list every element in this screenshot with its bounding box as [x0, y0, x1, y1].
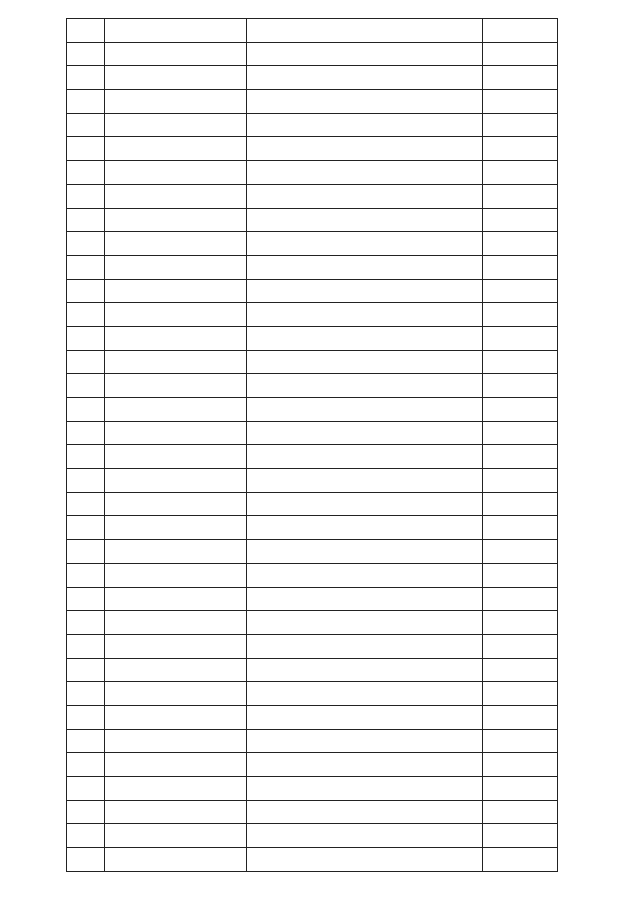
- row-affiliation: [105, 634, 247, 658]
- row-school-name: [247, 658, 483, 682]
- column-header-province: [483, 19, 558, 43]
- row-number: [67, 350, 105, 374]
- row-affiliation: [105, 421, 247, 445]
- row-province: [483, 208, 558, 232]
- row-number: [67, 421, 105, 445]
- row-province: [483, 682, 558, 706]
- column-header-affiliation: [105, 19, 247, 43]
- row-school-name: [247, 777, 483, 801]
- row-school-name: [247, 824, 483, 848]
- row-number: [67, 540, 105, 564]
- table-row: [67, 279, 558, 303]
- row-affiliation: [105, 540, 247, 564]
- row-number: [67, 326, 105, 350]
- row-affiliation: [105, 161, 247, 185]
- table-row: [67, 42, 558, 66]
- row-province: [483, 374, 558, 398]
- row-number: [67, 90, 105, 114]
- row-number: [67, 208, 105, 232]
- row-affiliation: [105, 824, 247, 848]
- row-affiliation: [105, 658, 247, 682]
- row-school-name: [247, 113, 483, 137]
- row-number: [67, 113, 105, 137]
- table-row: [67, 398, 558, 422]
- row-province: [483, 113, 558, 137]
- row-number: [67, 563, 105, 587]
- row-affiliation: [105, 279, 247, 303]
- table-row: [67, 255, 558, 279]
- row-number: [67, 469, 105, 493]
- row-school-name: [247, 42, 483, 66]
- table-header-row: [67, 19, 558, 43]
- row-affiliation: [105, 753, 247, 777]
- row-province: [483, 421, 558, 445]
- table-row: [67, 232, 558, 256]
- row-number: [67, 800, 105, 824]
- row-school-name: [247, 326, 483, 350]
- row-affiliation: [105, 374, 247, 398]
- row-number: [67, 658, 105, 682]
- row-affiliation: [105, 350, 247, 374]
- row-number: [67, 255, 105, 279]
- table-row: [67, 303, 558, 327]
- row-province: [483, 705, 558, 729]
- row-school-name: [247, 208, 483, 232]
- row-number: [67, 705, 105, 729]
- row-province: [483, 729, 558, 753]
- row-province: [483, 350, 558, 374]
- row-school-name: [247, 516, 483, 540]
- table-row: [67, 137, 558, 161]
- row-province: [483, 90, 558, 114]
- column-header-school: [247, 19, 483, 43]
- school-table: [66, 18, 558, 872]
- row-affiliation: [105, 326, 247, 350]
- row-affiliation: [105, 682, 247, 706]
- row-province: [483, 516, 558, 540]
- row-province: [483, 445, 558, 469]
- row-number: [67, 445, 105, 469]
- row-school-name: [247, 90, 483, 114]
- table-body: [67, 42, 558, 871]
- row-province: [483, 279, 558, 303]
- row-affiliation: [105, 469, 247, 493]
- row-school-name: [247, 232, 483, 256]
- row-number: [67, 374, 105, 398]
- row-school-name: [247, 729, 483, 753]
- row-province: [483, 587, 558, 611]
- row-number: [67, 492, 105, 516]
- row-affiliation: [105, 137, 247, 161]
- table-row: [67, 350, 558, 374]
- row-province: [483, 137, 558, 161]
- table-row: [67, 729, 558, 753]
- row-school-name: [247, 374, 483, 398]
- row-province: [483, 184, 558, 208]
- row-school-name: [247, 398, 483, 422]
- table-row: [67, 445, 558, 469]
- row-school-name: [247, 800, 483, 824]
- row-province: [483, 800, 558, 824]
- column-header-number: [67, 19, 105, 43]
- row-school-name: [247, 469, 483, 493]
- row-affiliation: [105, 587, 247, 611]
- row-number: [67, 611, 105, 635]
- row-affiliation: [105, 611, 247, 635]
- row-province: [483, 42, 558, 66]
- table-row: [67, 705, 558, 729]
- row-school-name: [247, 184, 483, 208]
- row-affiliation: [105, 800, 247, 824]
- row-province: [483, 634, 558, 658]
- table-row: [67, 161, 558, 185]
- table-row: [67, 90, 558, 114]
- table-row: [67, 492, 558, 516]
- row-affiliation: [105, 445, 247, 469]
- row-province: [483, 66, 558, 90]
- row-affiliation: [105, 848, 247, 872]
- row-affiliation: [105, 208, 247, 232]
- table-row: [67, 326, 558, 350]
- row-number: [67, 161, 105, 185]
- row-number: [67, 753, 105, 777]
- table-row: [67, 421, 558, 445]
- row-number: [67, 824, 105, 848]
- table-row: [67, 540, 558, 564]
- table-row: [67, 113, 558, 137]
- table-row: [67, 824, 558, 848]
- row-school-name: [247, 445, 483, 469]
- row-number: [67, 398, 105, 422]
- table-row: [67, 800, 558, 824]
- table-row: [67, 516, 558, 540]
- row-number: [67, 848, 105, 872]
- row-school-name: [247, 848, 483, 872]
- table-row: [67, 208, 558, 232]
- row-affiliation: [105, 398, 247, 422]
- row-province: [483, 658, 558, 682]
- row-number: [67, 682, 105, 706]
- row-affiliation: [105, 255, 247, 279]
- row-affiliation: [105, 42, 247, 66]
- table-row: [67, 848, 558, 872]
- row-school-name: [247, 255, 483, 279]
- row-province: [483, 611, 558, 635]
- row-number: [67, 516, 105, 540]
- row-province: [483, 255, 558, 279]
- table-row: [67, 777, 558, 801]
- row-school-name: [247, 540, 483, 564]
- row-school-name: [247, 279, 483, 303]
- table-row: [67, 469, 558, 493]
- row-number: [67, 303, 105, 327]
- row-number: [67, 137, 105, 161]
- table-row: [67, 563, 558, 587]
- row-affiliation: [105, 516, 247, 540]
- row-province: [483, 326, 558, 350]
- row-province: [483, 824, 558, 848]
- row-school-name: [247, 66, 483, 90]
- row-school-name: [247, 682, 483, 706]
- table-row: [67, 634, 558, 658]
- table-row: [67, 682, 558, 706]
- row-affiliation: [105, 492, 247, 516]
- row-affiliation: [105, 113, 247, 137]
- row-affiliation: [105, 729, 247, 753]
- row-number: [67, 587, 105, 611]
- row-province: [483, 563, 558, 587]
- row-number: [67, 729, 105, 753]
- table-row: [67, 184, 558, 208]
- row-school-name: [247, 137, 483, 161]
- row-affiliation: [105, 563, 247, 587]
- row-province: [483, 492, 558, 516]
- table-row: [67, 66, 558, 90]
- row-affiliation: [105, 303, 247, 327]
- row-number: [67, 777, 105, 801]
- row-province: [483, 777, 558, 801]
- row-province: [483, 232, 558, 256]
- row-school-name: [247, 587, 483, 611]
- row-province: [483, 753, 558, 777]
- row-affiliation: [105, 66, 247, 90]
- row-school-name: [247, 611, 483, 635]
- row-province: [483, 398, 558, 422]
- row-school-name: [247, 161, 483, 185]
- row-number: [67, 232, 105, 256]
- row-school-name: [247, 705, 483, 729]
- row-school-name: [247, 421, 483, 445]
- table-row: [67, 374, 558, 398]
- row-affiliation: [105, 705, 247, 729]
- row-number: [67, 66, 105, 90]
- row-province: [483, 469, 558, 493]
- row-number: [67, 42, 105, 66]
- row-province: [483, 540, 558, 564]
- row-school-name: [247, 350, 483, 374]
- table-row: [67, 658, 558, 682]
- row-number: [67, 634, 105, 658]
- table-row: [67, 611, 558, 635]
- table-row: [67, 587, 558, 611]
- row-affiliation: [105, 184, 247, 208]
- row-affiliation: [105, 90, 247, 114]
- row-school-name: [247, 492, 483, 516]
- page-number: [536, 862, 560, 874]
- row-number: [67, 279, 105, 303]
- table-row: [67, 753, 558, 777]
- row-school-name: [247, 563, 483, 587]
- row-province: [483, 161, 558, 185]
- row-number: [67, 184, 105, 208]
- row-province: [483, 303, 558, 327]
- row-school-name: [247, 634, 483, 658]
- row-school-name: [247, 753, 483, 777]
- row-school-name: [247, 303, 483, 327]
- row-affiliation: [105, 777, 247, 801]
- row-affiliation: [105, 232, 247, 256]
